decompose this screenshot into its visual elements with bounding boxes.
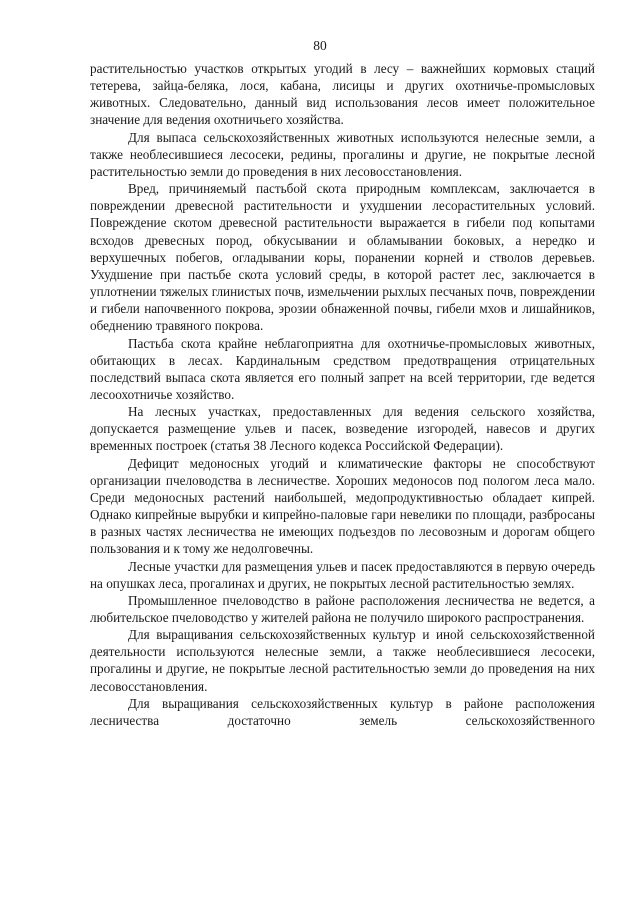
paragraph-7: Лесные участки для размещения ульев и пасек предоставляются в первую очередь на опушках леса, прогалинах и других, не покрытых лесной растительностью землях. bbox=[90, 558, 595, 591]
page-number: 80 bbox=[313, 38, 327, 53]
paragraph-10: Для выращивания сельскохозяйственных культур в районе расположения лесничества достаточно земель сельскохозяйственного bbox=[90, 695, 595, 728]
body-text bbox=[90, 60, 595, 729]
paragraph-5: На лесных участках, предоставленных для ведения сельского хозяйства, допускается размещение ульев и пасек, возведение изгородей, навесов и других временных построек (статья 38 Лесного кодекса Российской Федерации). bbox=[90, 404, 595, 454]
paragraph-9: Для выращивания сельскохозяйственных культур и иной сельскохозяйственной деятельности используются нелесные земли, а также необлесившиеся лесосеки, прогалины и другие, не покрытые лесной растительностью земли до проведения на них лесовосстановления. bbox=[90, 627, 595, 694]
paragraph-1: растительностью участков открытых угодий в лесу – важнейших кормовых стаций тетерева, зайца-беляка, лося, кабана, лисицы и других охотничье-промысловых животных. Следовательно, данный вид использования лесов имеет положительное значение для ведения охотничьего хозяйства. bbox=[90, 61, 595, 128]
paragraph-4: Пастьба скота крайне неблагоприятна для охотничье-промысловых животных, обитающих в лесах. Кардинальным средством предотвращения отрицательных последствий выпаса скота является его полный запрет на всей территории, где ведется лесоохотничье хозяйство. bbox=[90, 335, 595, 402]
paragraph-3: Вред, причиняемый пастьбой скота природным комплексам, заключается в повреждении древесной растительности и ухудшении лесорастительных условий. Повреждение скотом древесной растительности выражается в гибели под копытами всходов древесных пород, обкусывании и обламывании боковых, а нередко и верхушечных побегов, огладывании коры, поранении корней и стволов деревьев. Ухудшение при пастьбе скота условий среды, в которой растет лес, заключается в уплотнении тяжелых глинистых почв, измельчении рыхлых песчаных почв, повреждении и гибели напочвенного покрова, эрозии обнаженной почвы, гибели мхов и лишайников, обеднению травяного покрова. bbox=[90, 181, 595, 334]
paragraph-6: Дефицит медоносных угодий и климатические факторы не способствуют организации пчеловодства в лесничестве. Хороших медоносов под пологом леса мало. Среди медоносных растений наибольшей, медопродуктивностью обладает кипрей. Однако кипрейные вырубки и кипрейно-паловые гари невелики по площади, разбросаны в разных частях лесничества не имеющих подъездов по лесовозным и дорогам общего пользования и к тому же недолговечны. bbox=[90, 455, 595, 557]
paragraph-2: Для выпаса сельскохозяйственных животных используются нелесные земли, а также необлесившиеся лесосеки, редины, прогалины и другие, не покрытые лесной растительностью земли до проведения в них лесовосстановления. bbox=[90, 129, 595, 179]
paragraph-8: Промышленное пчеловодство в районе расположения лесничества не ведется, а любительское пчеловодство у жителей района не получило широкого распространения. bbox=[90, 592, 595, 625]
